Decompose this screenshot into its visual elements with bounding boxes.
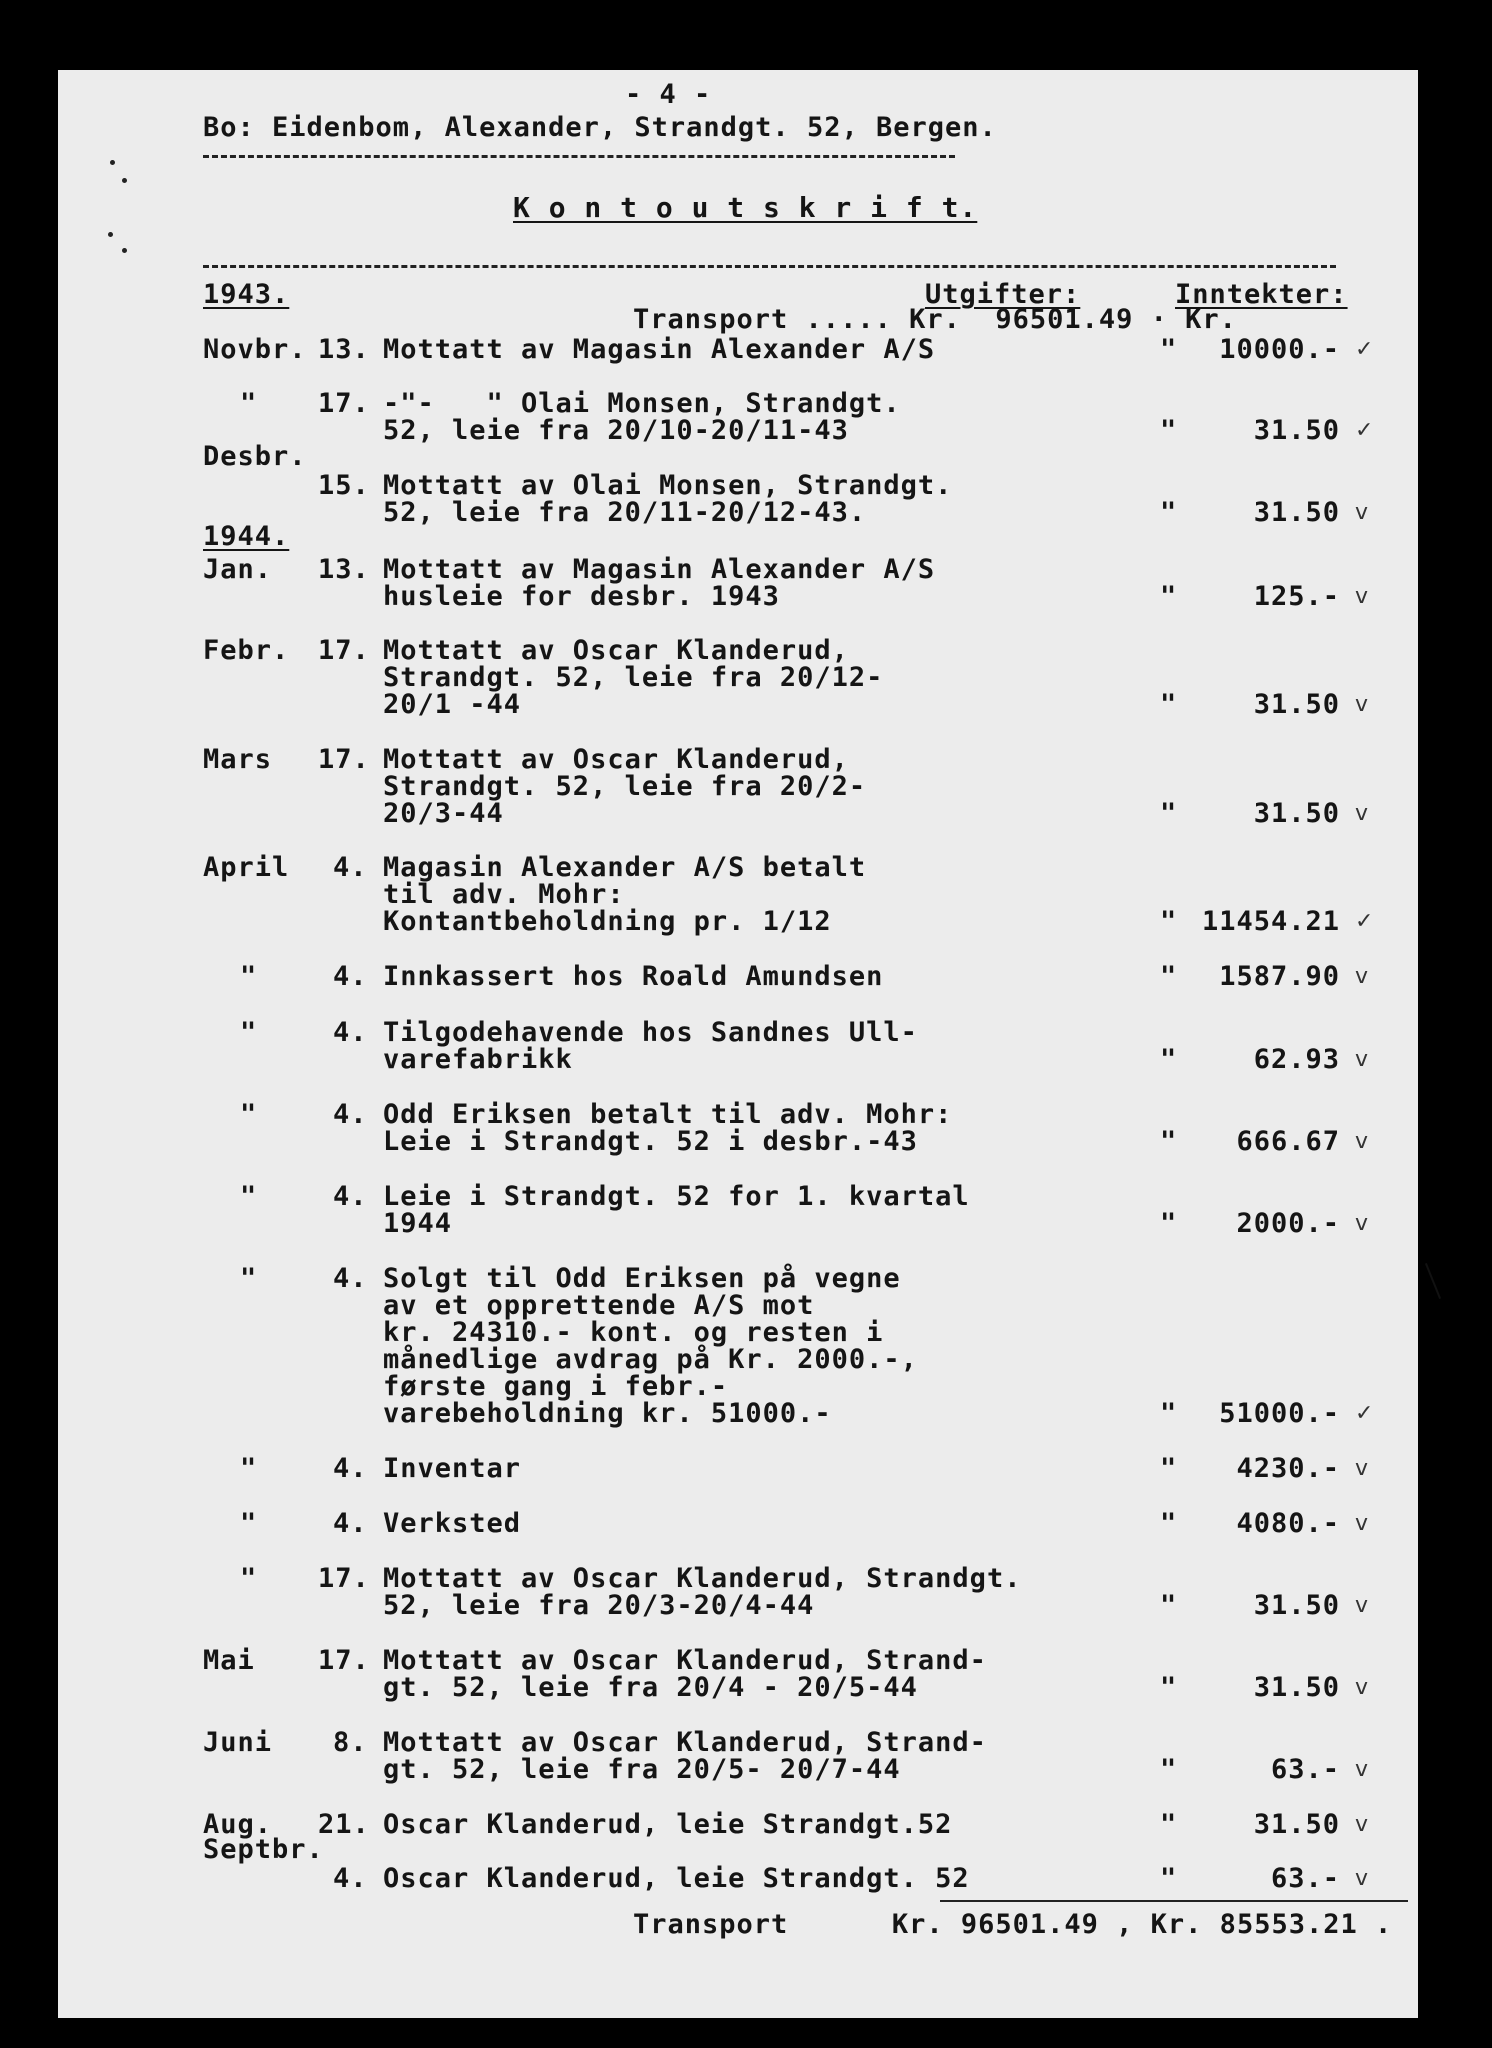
ditto-mark: "	[1160, 1754, 1178, 1785]
speck	[110, 160, 115, 165]
speck	[108, 232, 113, 237]
transport-carried: Transport ..... Kr. 96501.49 · Kr.	[633, 304, 1237, 335]
entry-month: Febr.	[203, 635, 290, 666]
check-mark: v	[1355, 1129, 1369, 1154]
ditto-mark: "	[1160, 961, 1178, 992]
ditto-mark: "	[240, 1099, 258, 1130]
entry-month: Septbr.	[203, 1834, 324, 1865]
ditto-mark: "	[240, 961, 258, 992]
dashed-rule	[203, 155, 955, 158]
ditto-mark: "	[1160, 497, 1178, 528]
ditto-mark: "	[1160, 906, 1178, 937]
ditto-mark: "	[240, 1453, 258, 1484]
document-title: K o n t o u t s k r i f t.	[513, 191, 978, 224]
entry-description-line: Mottatt av Oscar Klanderud,	[383, 744, 849, 775]
ditto-mark: "	[1160, 1044, 1178, 1075]
entry-amount: 666.67	[1236, 1126, 1340, 1157]
entry-day: 4.	[333, 1181, 368, 1212]
check-mark: v	[1355, 1511, 1369, 1536]
page-number: - 4 -	[625, 79, 712, 110]
page-heading: Bo: Eidenbom, Alexander, Strandgt. 52, Bergen.	[203, 112, 997, 143]
entry-description-line: til adv. Mohr:	[383, 879, 625, 910]
year-label: 1943.	[203, 279, 290, 310]
entry-description-line: Innkassert hos Roald Amundsen	[383, 961, 884, 992]
entry-description-line: Tilgodehavende hos Sandnes Ull-	[383, 1017, 918, 1048]
entry-day: 13.	[318, 554, 370, 585]
entry-day: 4.	[333, 961, 368, 992]
entry-description-line: 52, leie fra 20/3-20/4-44	[383, 1590, 815, 1621]
entry-description-line: Mottatt av Magasin Alexander A/S	[383, 334, 936, 365]
ditto-mark: "	[1160, 689, 1178, 720]
ditto-mark: "	[1160, 1508, 1178, 1539]
entry-day: 4.	[333, 1508, 368, 1539]
entry-description-line: Leie i Strandgt. 52 for 1. kvartal	[383, 1181, 970, 1212]
entry-description-line: Oscar Klanderud, leie Strandgt. 52	[383, 1863, 970, 1894]
check-mark: ✓	[1355, 1401, 1374, 1426]
entry-amount: 125.-	[1253, 581, 1340, 612]
entry-description-line: Strandgt. 52, leie fra 20/2-	[383, 771, 867, 802]
ditto-mark: "	[1160, 1590, 1178, 1621]
ditto-mark: "	[240, 388, 258, 419]
entry-description-line: 1944	[383, 1208, 453, 1239]
ditto-mark: "	[240, 1017, 258, 1048]
total-rule	[940, 1900, 1408, 1902]
check-mark: v	[1355, 1866, 1369, 1891]
entry-amount: 63.-	[1270, 1863, 1340, 1894]
ditto-mark: "	[240, 1181, 258, 1212]
year-label: 1944.	[203, 521, 290, 552]
entry-month: Mars	[203, 744, 273, 775]
entry-amount: 31.50	[1253, 497, 1340, 528]
ditto-mark: "	[1160, 1453, 1178, 1484]
column-header-utgifter: Utgifter:	[925, 279, 1081, 310]
entry-description-line: Mottatt av Oscar Klanderud, Strand-	[383, 1727, 987, 1758]
ditto-mark: "	[240, 1508, 258, 1539]
entry-amount: 31.50	[1253, 1809, 1340, 1840]
check-mark: v	[1355, 964, 1369, 989]
ditto-mark: "	[1160, 581, 1178, 612]
entry-day: 21.	[318, 1809, 370, 1840]
entry-month: Aug.	[203, 1809, 273, 1840]
ditto-mark: "	[1160, 1126, 1178, 1157]
ditto-mark: "	[1160, 1809, 1178, 1840]
entry-amount: 31.50	[1253, 798, 1340, 829]
entry-day: 4.	[333, 1453, 368, 1484]
entry-day: 4.	[333, 852, 368, 883]
ditto-mark: "	[1160, 1672, 1178, 1703]
entry-amount: 31.50	[1253, 1672, 1340, 1703]
entry-description-line: Leie i Strandgt. 52 i desbr.-43	[383, 1126, 918, 1157]
entry-description-line: -"- " Olai Monsen, Strandgt.	[383, 388, 901, 419]
entry-description-line: Solgt til Odd Eriksen på vegne	[383, 1263, 901, 1294]
entry-day: 4.	[333, 1017, 368, 1048]
entry-amount: 51000.-	[1219, 1398, 1340, 1429]
ditto-mark: "	[1160, 334, 1178, 365]
entry-description-line: Mottatt av Oscar Klanderud, Strandgt.	[383, 1563, 1022, 1594]
entry-amount: 10000.-	[1219, 334, 1340, 365]
entry-description-line: av et opprettende A/S mot	[383, 1290, 815, 1321]
entry-description-line: kr. 24310.- kont. og resten i	[383, 1317, 884, 1348]
entry-description-line: Mottatt av Olai Monsen, Strandgt.	[383, 470, 953, 501]
entry-month: Mai	[203, 1645, 255, 1676]
entry-amount: 2000.-	[1236, 1208, 1340, 1239]
ditto-mark: "	[1160, 1863, 1178, 1894]
entry-amount: 11454.21	[1201, 906, 1340, 937]
entry-description-line: Mottatt av Oscar Klanderud,	[383, 635, 849, 666]
entry-description-line: husleie for desbr. 1943	[383, 581, 780, 612]
dashed-rule	[203, 265, 1336, 268]
entry-day: 17.	[318, 1563, 370, 1594]
entry-day: 17.	[318, 1645, 370, 1676]
entry-amount: 63.-	[1270, 1754, 1340, 1785]
entry-day: 17.	[318, 744, 370, 775]
ditto-mark: "	[1160, 1398, 1178, 1429]
entry-description-line: Kontantbeholdning pr. 1/12	[383, 906, 832, 937]
column-header-inntekter: Inntekter:	[1175, 279, 1348, 310]
entry-description-line: 52, leie fra 20/10-20/11-43	[383, 415, 849, 446]
entry-month: Novbr.	[203, 334, 307, 365]
entry-day: 4.	[333, 1099, 368, 1130]
entry-description-line: Oscar Klanderud, leie Strandgt.52	[383, 1809, 953, 1840]
entry-description-line: varefabrikk	[383, 1044, 573, 1075]
scan-mark	[1425, 1263, 1441, 1299]
entry-day: 13.	[318, 334, 370, 365]
entry-description-line: gt. 52, leie fra 20/4 - 20/5-44	[383, 1672, 918, 1703]
entry-description-line: Inventar	[383, 1453, 522, 1484]
check-mark: v	[1355, 500, 1369, 525]
entry-amount: 31.50	[1253, 1590, 1340, 1621]
check-mark: v	[1355, 692, 1369, 717]
check-mark: v	[1355, 1675, 1369, 1700]
entry-amount: 4230.-	[1236, 1453, 1340, 1484]
check-mark: v	[1355, 1812, 1369, 1837]
speck	[122, 248, 127, 253]
entry-day: 17.	[318, 635, 370, 666]
entry-description-line: Magasin Alexander A/S betalt	[383, 852, 867, 883]
entry-month: Juni	[203, 1727, 273, 1758]
check-mark: v	[1355, 1757, 1369, 1782]
entry-description-line: Mottatt av Oscar Klanderud, Strand-	[383, 1645, 987, 1676]
entry-description-line: Mottatt av Magasin Alexander A/S	[383, 554, 936, 585]
entry-month: Jan.	[203, 554, 273, 585]
entry-description-line: Odd Eriksen betalt til adv. Mohr:	[383, 1099, 953, 1130]
check-mark: v	[1355, 1456, 1369, 1481]
speck	[122, 178, 127, 183]
entry-description-line: første gang i febr.-	[383, 1371, 729, 1402]
transport-total: Transport Kr. 96501.49 , Kr. 85553.21 .	[633, 1909, 1393, 1940]
entry-description-line: 52, leie fra 20/11-20/12-43.	[383, 497, 867, 528]
ditto-mark: "	[1160, 1208, 1178, 1239]
check-mark: v	[1355, 1211, 1369, 1236]
check-mark: ✓	[1355, 909, 1374, 934]
ditto-mark: "	[1160, 798, 1178, 829]
entry-description-line: 20/1 -44	[383, 689, 522, 720]
ditto-mark: "	[1160, 415, 1178, 446]
entry-description-line: månedlige avdrag på Kr. 2000.-,	[383, 1344, 918, 1375]
entry-amount: 62.93	[1253, 1044, 1340, 1075]
entry-month: Desbr.	[203, 441, 307, 472]
ditto-mark: "	[240, 1563, 258, 1594]
entry-day: 8.	[333, 1727, 368, 1758]
entry-description-line: Strandgt. 52, leie fra 20/12-	[383, 662, 884, 693]
entry-day: 17.	[318, 388, 370, 419]
entry-amount: 31.50	[1253, 415, 1340, 446]
entry-day: 4.	[333, 1863, 368, 1894]
entry-amount: 4080.-	[1236, 1508, 1340, 1539]
entry-description-line: Verksted	[383, 1508, 522, 1539]
check-mark: ✓	[1355, 418, 1374, 443]
check-mark: v	[1355, 1047, 1369, 1072]
check-mark: v	[1355, 1593, 1369, 1618]
check-mark: v	[1355, 584, 1369, 609]
check-mark: v	[1355, 801, 1369, 826]
entry-description-line: gt. 52, leie fra 20/5- 20/7-44	[383, 1754, 901, 1785]
entry-day: 15.	[318, 470, 370, 501]
entry-amount: 31.50	[1253, 689, 1340, 720]
entry-description-line: 20/3-44	[383, 798, 504, 829]
check-mark: ✓	[1355, 337, 1374, 362]
entry-description-line: varebeholdning kr. 51000.-	[383, 1398, 832, 1429]
ditto-mark: "	[240, 1263, 258, 1294]
entry-month: April	[203, 852, 290, 883]
entry-amount: 1587.90	[1219, 961, 1340, 992]
entry-day: 4.	[333, 1263, 368, 1294]
